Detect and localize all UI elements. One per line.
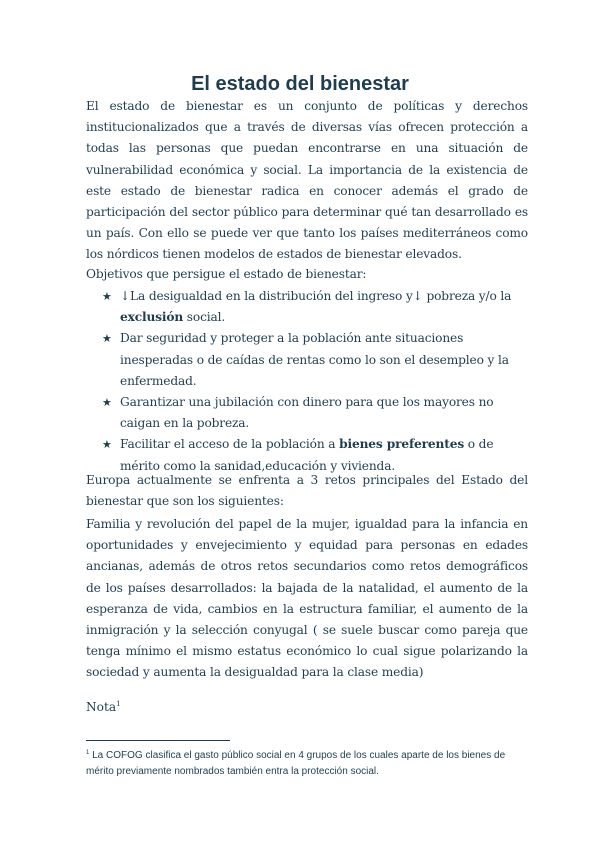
star-icon: ★	[102, 438, 112, 452]
note-label	[86, 700, 121, 714]
list-item	[100, 286, 530, 328]
footnote	[86, 746, 526, 779]
star-icon: ★	[102, 396, 112, 410]
intro-paragraph: El estado de bienestar es un conjunto de políticas y derechos institucionalizados que a través de diversas vías ofrecen protección a todas las personas que puedan encontrarse en una situación de vulnerabilidad económica y social. La importancia de la existencia de este estado de bienestar radica en conocer además el grado de participación del sector público para determinar qué tan desarrollado es un país. Con ello se puede ver que tanto los países mediterráneos como los nórdicos tienen modelos de estados de bienestar elevados.	[86, 99, 528, 262]
objective-text: Facilitar el acceso de la población a	[120, 437, 340, 452]
footnote-divider	[86, 740, 230, 741]
objectives-list	[100, 286, 530, 477]
europe-intro: Europa actualmente se enfrenta a 3 retos principales del Estado del bienestar que son los siguientes:	[86, 473, 528, 509]
page-title: El estado del bienestar	[191, 73, 409, 95]
footnote-ref[interactable]: 1	[116, 700, 121, 708]
note-text: Nota	[86, 700, 117, 714]
star-icon: ★	[102, 290, 112, 303]
objective-text: ↓La desigualdad en la distribución del ingreso y↓ pobreza y/o la	[120, 289, 512, 303]
objective-text-end: social.	[183, 310, 226, 325]
star-icon: ★	[102, 332, 112, 346]
objective-bold: exclusión	[120, 310, 184, 325]
objective-text: Garantizar una jubilación con dinero para que los mayores no caigan en la pobreza.	[120, 395, 494, 431]
objectives-heading: Objetivos que persigue el estado de bienestar:	[86, 267, 367, 281]
objective-text: Dar seguridad y proteger a la población ante situaciones inesperadas o de caídas de rentas como lo son el desempleo y la enfermedad.	[120, 331, 509, 388]
footnote-text: La COFOG clasifica el gasto público social en 4 grupos de los cuales aparte de los bienes de mérito previamente nombrados también entra la protección social.	[86, 750, 506, 777]
list-item	[100, 392, 530, 434]
europe-body: Familia y revolución del papel de la mujer, igualdad para la infancia en oportunidades y envejecimiento y equidad para personas en edades ancianas, además de otros retos secundarios como retos demográficos de los países desarrollados: la bajada de la natalidad, el aumento de la esperanza de vida, cambios en la estructura familiar, el aumento de la inmigración y la selección conyugal ( se suele buscar como pareja que tenga mínimo el mismo estatus económico lo cual sigue polarizando la sociedad y aumenta la desigualdad para la clase media)	[86, 517, 528, 680]
list-item	[100, 328, 530, 392]
objective-text-end: o de mérito como la sanidad,educación y vivienda.	[120, 437, 494, 473]
objective-bold: bienes preferentes	[339, 437, 465, 452]
footnote-mark: 1	[86, 750, 90, 756]
